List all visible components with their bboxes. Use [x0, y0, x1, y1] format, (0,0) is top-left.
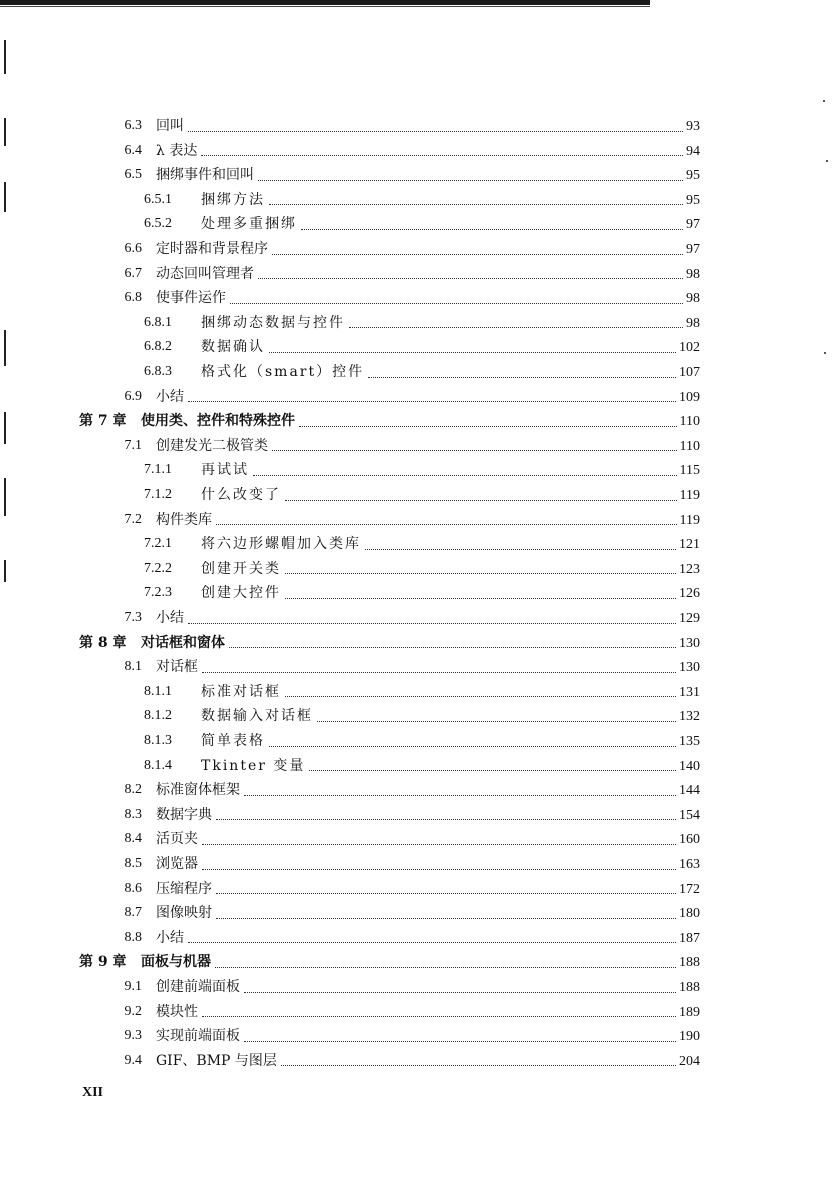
toc-page-number: 131 [679, 684, 700, 700]
toc-page-number: 98 [686, 291, 700, 307]
toc-section-number: 第 7 章 [79, 413, 127, 430]
toc-title: 捆绑事件和回叫 [156, 167, 254, 184]
toc-dot-leader [365, 548, 676, 550]
toc-row [0, 212, 834, 236]
toc-dot-leader [317, 720, 676, 722]
toc-page-number: 102 [679, 340, 700, 356]
toc-row [0, 655, 834, 679]
toc-row [0, 532, 834, 556]
toc-page-number: 135 [679, 734, 700, 749]
toc-title: 小结 [156, 929, 184, 946]
toc-dot-leader [216, 917, 676, 919]
toc-row [0, 754, 834, 778]
toc-row [0, 237, 834, 261]
toc-title: 压缩程序 [156, 880, 212, 897]
toc-page-number: 126 [679, 586, 700, 602]
toc-section-number: 9.2 [124, 1003, 142, 1019]
toc-section-number: 6.4 [124, 142, 142, 158]
toc-title: 什么改变了 [201, 487, 281, 503]
toc-row [0, 975, 834, 999]
toc-row [0, 434, 834, 458]
toc-title: 模块性 [156, 1003, 198, 1020]
toc-page-number: 95 [686, 192, 700, 208]
toc-section-number: 6.8.2 [144, 339, 172, 355]
toc-title: 再试试 [201, 462, 249, 479]
toc-title: 构件类库 [156, 511, 212, 528]
toc-section-number: 7.1.1 [144, 462, 172, 478]
toc-row [0, 286, 834, 310]
toc-dot-leader [202, 868, 676, 870]
toc-page-number: 93 [686, 119, 700, 134]
toc-row [0, 827, 834, 851]
toc-page-number: 180 [679, 906, 700, 922]
toc-page-number: 107 [679, 365, 700, 380]
toc-title: 对话框和窗体 [141, 634, 225, 651]
toc-page-number: 189 [679, 1004, 700, 1020]
toc-row [0, 852, 834, 876]
toc-title: 小结 [156, 388, 184, 405]
toc-dot-leader [188, 622, 676, 624]
toc-section-number: 8.2 [124, 782, 142, 798]
toc-dot-leader [244, 991, 676, 993]
toc-section-number: 6.8.3 [144, 364, 172, 379]
toc-row [0, 704, 834, 728]
toc-row [0, 581, 834, 605]
toc-page-number: 187 [679, 930, 700, 946]
toc-section-number: 8.7 [124, 905, 142, 921]
toc-section-number: 9.1 [124, 979, 142, 994]
toc-section-number: 8.8 [124, 929, 142, 945]
toc-dot-leader [202, 843, 676, 845]
toc-section-number: 7.3 [124, 610, 142, 625]
toc-row [0, 114, 834, 138]
toc-section-number: 第 8 章 [79, 634, 127, 651]
toc-page-number: 129 [679, 611, 700, 626]
toc-dot-leader [202, 671, 676, 673]
toc-dot-leader [285, 695, 676, 697]
toc-dot-leader [299, 425, 677, 427]
toc-row [0, 311, 834, 335]
toc-section-number: 7.1 [124, 437, 142, 453]
toc-page-number: 95 [686, 168, 700, 184]
toc-dot-leader [258, 277, 683, 279]
toc-title: 捆绑动态数据与控件 [201, 314, 345, 331]
toc-section-number: 9.3 [124, 1028, 142, 1044]
toc-row [0, 188, 834, 212]
toc-section-number: 8.1.4 [144, 757, 172, 773]
toc-dot-leader [230, 302, 683, 304]
toc-section-number: 7.2 [124, 511, 142, 527]
toc-section-number: 7.2.3 [144, 585, 172, 601]
toc-row [0, 1024, 834, 1048]
toc-section-number: 7.1.2 [144, 487, 172, 502]
toc-dot-leader [202, 1015, 676, 1017]
toc-section-number: 6.7 [124, 265, 142, 281]
toc-dot-leader [201, 154, 683, 156]
toc-dot-leader [285, 572, 676, 574]
toc-row [0, 877, 834, 901]
toc-dot-leader [229, 646, 676, 648]
toc-dot-leader [244, 794, 676, 796]
toc-section-number: 6.8 [124, 290, 142, 306]
toc-page-number: 188 [679, 955, 700, 971]
toc-title: 简单表格 [201, 733, 265, 749]
toc-title: 数据字典 [156, 806, 212, 823]
toc-title: 实现前端面板 [156, 1028, 240, 1045]
toc-section-number: 6.8.1 [144, 314, 172, 330]
toc-dot-leader [349, 326, 683, 328]
toc-page-number: 130 [679, 635, 700, 651]
toc-row [0, 729, 834, 753]
toc-chapter-row [0, 631, 834, 655]
toc-page-number: 154 [679, 807, 700, 823]
toc-page-number: 123 [679, 561, 700, 577]
toc-title: 数据确认 [201, 339, 265, 356]
toc-title: 创建开关类 [201, 560, 281, 577]
toc-section-number: 6.5.1 [144, 191, 172, 207]
toc-chapter-row [0, 950, 834, 974]
toc-row [0, 262, 834, 286]
toc-dot-leader [285, 597, 676, 599]
toc-page-number: 144 [679, 783, 700, 799]
toc-row [0, 778, 834, 802]
toc-row [0, 1049, 834, 1073]
toc-page-number: 110 [679, 438, 700, 454]
toc-page-number: 204 [679, 1053, 700, 1069]
toc-page-number: 160 [679, 832, 700, 848]
toc-section-number: 7.2.1 [144, 536, 172, 552]
toc-dot-leader [281, 1064, 676, 1066]
toc-dot-leader [216, 818, 676, 820]
toc-section-number: 8.6 [124, 880, 142, 896]
toc-page-number: 109 [679, 389, 700, 405]
toc-page-number: 172 [679, 881, 700, 897]
toc-dot-leader [301, 228, 683, 230]
toc-section-number: 9.4 [124, 1052, 142, 1068]
toc-row [0, 335, 834, 359]
toc-dot-leader [188, 941, 676, 943]
toc-title: 标准窗体框架 [156, 782, 240, 799]
page-number-footer: XII [82, 1085, 104, 1100]
toc-section-number: 第 9 章 [79, 954, 127, 971]
toc-dot-leader [188, 400, 676, 402]
toc-section-number: 8.1 [124, 659, 142, 675]
toc-page-number: 132 [679, 709, 700, 725]
toc-row [0, 508, 834, 532]
toc-row [0, 803, 834, 827]
toc-dot-leader [309, 769, 676, 771]
toc-title: 使用类、控件和特殊控件 [141, 413, 295, 430]
toc-title: Tkinter 变量 [201, 757, 306, 774]
toc-page-number: 188 [679, 980, 700, 995]
toc-dot-leader [216, 892, 676, 894]
toc-dot-leader [216, 523, 677, 525]
toc-title: 定时器和背景程序 [156, 241, 268, 257]
toc-title: 小结 [156, 610, 184, 626]
toc-section-number: 7.2.2 [144, 560, 172, 576]
toc-section-number: 6.3 [124, 118, 142, 133]
toc-section-number: 8.3 [124, 806, 142, 822]
toc-title: 对话框 [156, 659, 198, 676]
toc-title: 动态回叫管理者 [156, 265, 254, 282]
toc-row [0, 163, 834, 187]
toc-dot-leader [272, 449, 677, 451]
toc-page-number: 115 [679, 463, 700, 479]
toc-row [0, 385, 834, 409]
toc-section-number: 8.4 [124, 831, 142, 847]
toc-dot-leader [285, 499, 677, 501]
toc-page-number: 98 [686, 266, 700, 282]
toc-page-number: 130 [679, 660, 700, 676]
toc-dot-leader [368, 376, 676, 378]
toc-page-number: 97 [686, 242, 700, 257]
toc-chapter-row [0, 409, 834, 433]
toc-title: 回叫 [156, 118, 184, 134]
toc-title: 创建大控件 [201, 585, 281, 602]
toc-page-number: 94 [686, 143, 700, 159]
toc-title: 捆绑方法 [201, 191, 265, 208]
toc-title: 图像映射 [156, 905, 212, 922]
toc-section-number: 8.1.1 [144, 683, 172, 699]
toc-row [0, 483, 834, 507]
toc-row [0, 139, 834, 163]
toc-page-number: 121 [679, 537, 700, 553]
toc-dot-leader [269, 351, 676, 353]
toc-page-number: 97 [686, 217, 700, 233]
toc-row [0, 360, 834, 384]
toc-title: 面板与机器 [141, 954, 211, 971]
toc-page-number: 140 [679, 758, 700, 774]
toc-page-number: 98 [686, 315, 700, 331]
toc-dot-leader [253, 474, 677, 476]
toc-row [0, 458, 834, 482]
toc-title: 将六边形螺帽加入类库 [201, 536, 361, 553]
toc-row [0, 926, 834, 950]
toc-page-number: 190 [679, 1029, 700, 1045]
toc-row [0, 901, 834, 925]
toc-title: 创建前端面板 [156, 979, 240, 995]
toc-title: 活页夹 [156, 831, 198, 848]
toc-section-number: 8.5 [124, 856, 142, 871]
toc-title: 浏览器 [156, 856, 198, 872]
toc-title: 数据输入对话框 [201, 708, 313, 725]
toc-title: 处理多重捆绑 [201, 216, 297, 233]
toc-page-number: 163 [679, 857, 700, 872]
toc-dot-leader [269, 745, 676, 747]
toc-section-number: 6.9 [124, 388, 142, 404]
toc-dot-leader [215, 966, 676, 968]
toc-dot-leader [244, 1040, 676, 1042]
toc-page-number: 110 [679, 414, 700, 430]
toc-dot-leader [188, 130, 683, 132]
toc-dot-leader [269, 203, 683, 205]
toc-row [0, 606, 834, 630]
toc-row [0, 557, 834, 581]
toc-page-number: 119 [679, 512, 700, 528]
toc-dot-leader [272, 253, 683, 255]
toc-section-number: 8.1.3 [144, 733, 172, 748]
toc-title: 创建发光二极管类 [156, 437, 268, 454]
toc-title: 标准对话框 [201, 683, 281, 700]
toc-dot-leader [258, 179, 683, 181]
toc-row [0, 1000, 834, 1024]
toc-row [0, 680, 834, 704]
toc-page-number: 119 [679, 488, 700, 503]
toc-section-number: 6.5 [124, 167, 142, 183]
toc-title: 使事件运作 [156, 290, 226, 307]
toc-section-number: 6.5.2 [144, 216, 172, 232]
toc-title: λ 表达 [156, 142, 198, 159]
toc-section-number: 8.1.2 [144, 708, 172, 724]
toc-section-number: 6.6 [124, 241, 142, 256]
toc-title: GIF、BMP 与图层 [156, 1052, 277, 1069]
toc-title: 格式化（smart）控件 [201, 364, 365, 380]
